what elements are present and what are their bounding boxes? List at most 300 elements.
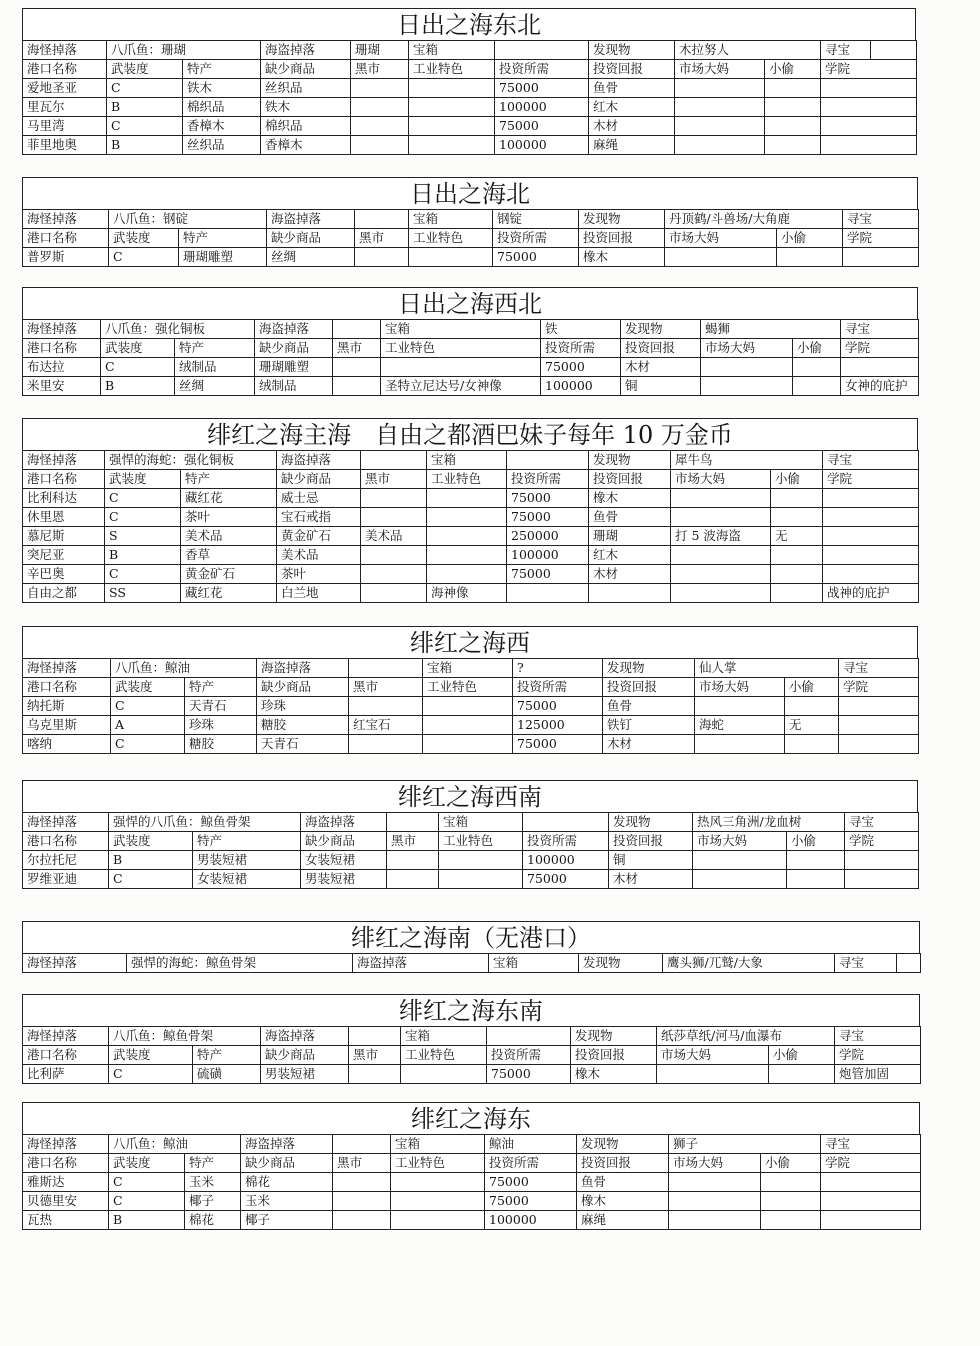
- section-title: 绯红之海东南: [22, 994, 920, 1026]
- table-row: [23, 1173, 921, 1192]
- cell: 珊瑚雕塑: [179, 248, 267, 267]
- column-header-row: [23, 1046, 921, 1065]
- cell: [361, 546, 427, 565]
- cell: [823, 527, 919, 546]
- cell: 武装度: [109, 832, 193, 851]
- cell: ?: [513, 659, 603, 678]
- cell: [427, 527, 507, 546]
- cell: 黑市: [333, 1154, 391, 1173]
- cell: [839, 716, 919, 735]
- cell: [669, 1211, 761, 1230]
- cell: 100000: [523, 851, 609, 870]
- cell: 市场大妈: [671, 470, 771, 489]
- cell: [669, 1192, 761, 1211]
- cell: [355, 248, 409, 267]
- cell: 丝绸: [267, 248, 355, 267]
- cell: 海怪掉落: [23, 813, 109, 832]
- cell: 男装短裙: [193, 851, 301, 870]
- cell: 海神像: [427, 584, 507, 603]
- cell: 武装度: [105, 470, 181, 489]
- cell: 红宝石: [349, 716, 423, 735]
- cell: 海怪掉落: [23, 451, 105, 470]
- cell: 发现物: [603, 659, 695, 678]
- cell: 特产: [175, 339, 255, 358]
- cell: 白兰地: [277, 584, 361, 603]
- region-table: [22, 1134, 921, 1230]
- region-table: [22, 40, 917, 155]
- cell: 米里安: [23, 377, 101, 396]
- region-table: [22, 1026, 921, 1084]
- cell: 海盗掉落: [277, 451, 361, 470]
- cell: 钢锭: [493, 210, 579, 229]
- section-crimson-south: [22, 921, 920, 973]
- section-crimson-southwest: [22, 780, 918, 889]
- cell: 绒制品: [255, 377, 333, 396]
- cell: [787, 851, 845, 870]
- cell: 木材: [603, 735, 695, 754]
- cell: [821, 117, 917, 136]
- cell: 75000: [495, 117, 589, 136]
- cell: 投资所需: [523, 832, 609, 851]
- cell: 木拉努人: [675, 41, 821, 60]
- cell: 绒制品: [175, 358, 255, 377]
- section-title: 日出之海北: [22, 177, 918, 209]
- cell: [671, 508, 771, 527]
- cell: 投资回报: [603, 678, 695, 697]
- cell: [669, 1173, 761, 1192]
- cell: 寻宝: [839, 659, 919, 678]
- cell: 突尼亚: [23, 546, 105, 565]
- cell: [349, 735, 423, 754]
- cell: 港口名称: [23, 60, 107, 79]
- cell: 寻宝: [835, 1027, 921, 1046]
- cell: 犀牛鸟: [671, 451, 823, 470]
- cell: 海盗掉落: [255, 320, 333, 339]
- cell: 丝绸: [175, 377, 255, 396]
- cell: 缺少商品: [261, 60, 351, 79]
- header-row: [23, 320, 919, 339]
- cell: 椰子: [241, 1211, 333, 1230]
- cell: 市场大妈: [695, 678, 785, 697]
- cell: 强悍的海蛇：鲸鱼骨架: [127, 954, 353, 973]
- cell: [487, 1027, 571, 1046]
- table-row: [23, 98, 917, 117]
- cell: 工业特色: [391, 1154, 485, 1173]
- cell: C: [109, 1192, 185, 1211]
- region-table: [22, 450, 919, 603]
- cell: 宝箱: [423, 659, 513, 678]
- cell: 学院: [839, 678, 919, 697]
- cell: 棉织品: [183, 98, 261, 117]
- cell: 普罗斯: [23, 248, 109, 267]
- cell: C: [105, 489, 181, 508]
- cell: 辛巴奥: [23, 565, 105, 584]
- cell: [391, 1211, 485, 1230]
- cell: 麻绳: [589, 136, 675, 155]
- cell: 特产: [183, 60, 261, 79]
- cell: [671, 584, 771, 603]
- cell: 海怪掉落: [23, 954, 127, 973]
- cell: 工业特色: [439, 832, 523, 851]
- cell: 橡木: [571, 1065, 657, 1084]
- cell: 仙人掌: [695, 659, 839, 678]
- section-title: 日出之海东北: [22, 8, 916, 40]
- section-sunrise-northeast: [22, 8, 916, 155]
- cell: [671, 489, 771, 508]
- cell: 小偷: [765, 60, 821, 79]
- cell: [387, 851, 439, 870]
- cell: 75000: [485, 1173, 577, 1192]
- cell: 强悍的八爪鱼：鲸鱼骨架: [109, 813, 301, 832]
- cell: C: [101, 358, 175, 377]
- cell: 黑市: [333, 339, 381, 358]
- cell: 鱼骨: [577, 1173, 669, 1192]
- cell: 马里湾: [23, 117, 107, 136]
- cell: 尔拉托尼: [23, 851, 109, 870]
- cell: 八爪鱼：强化铜板: [101, 320, 255, 339]
- cell: 寻宝: [821, 1135, 921, 1154]
- cell: 八爪鱼：鲸鱼骨架: [109, 1027, 261, 1046]
- cell: 宝箱: [427, 451, 507, 470]
- table-row: [23, 489, 919, 508]
- cell: [495, 41, 589, 60]
- cell: 投资所需: [541, 339, 621, 358]
- cell: 黑市: [351, 60, 409, 79]
- cell: 寻宝: [843, 210, 919, 229]
- cell: [765, 79, 821, 98]
- cell: [361, 508, 427, 527]
- cell: 珊瑚雕塑: [255, 358, 333, 377]
- table-row: [23, 117, 917, 136]
- cell: [423, 697, 513, 716]
- cell: 小偷: [769, 1046, 835, 1065]
- cell: [821, 79, 917, 98]
- table-row: [23, 136, 917, 155]
- cell: 威士忌: [277, 489, 361, 508]
- header-row: [23, 954, 921, 973]
- cell: 珊瑚: [351, 41, 409, 60]
- cell: 75000: [485, 1192, 577, 1211]
- cell: 无: [785, 716, 839, 735]
- cell: [701, 377, 793, 396]
- table-row: [23, 358, 919, 377]
- cell: 休里恩: [23, 508, 105, 527]
- cell: 海蛇: [695, 716, 785, 735]
- cell: [785, 697, 839, 716]
- cell: 八爪鱼：鲸油: [109, 1135, 241, 1154]
- cell: 狮子: [669, 1135, 821, 1154]
- cell: [507, 584, 589, 603]
- table-row: [23, 79, 917, 98]
- header-row: [23, 1135, 921, 1154]
- cell: 75000: [507, 508, 589, 527]
- cell: 珊瑚: [589, 527, 671, 546]
- table-row: [23, 546, 919, 565]
- cell: 布达拉: [23, 358, 101, 377]
- cell: [769, 1065, 835, 1084]
- cell: [771, 584, 823, 603]
- cell: B: [101, 377, 175, 396]
- cell: C: [111, 697, 185, 716]
- cell: 100000: [485, 1211, 577, 1230]
- cell: C: [109, 870, 193, 889]
- cell: [821, 1192, 921, 1211]
- cell: 橡木: [577, 1192, 669, 1211]
- cell: [845, 870, 919, 889]
- cell: 棉花: [185, 1211, 241, 1230]
- cell: [349, 1065, 401, 1084]
- cell: 海盗掉落: [257, 659, 349, 678]
- cell: [391, 1173, 485, 1192]
- cell: 黑市: [349, 1046, 401, 1065]
- cell: B: [105, 546, 181, 565]
- cell: 港口名称: [23, 229, 109, 248]
- cell: 港口名称: [23, 1046, 109, 1065]
- cell: 强悍的海蛇：强化铜板: [105, 451, 277, 470]
- cell: 海怪掉落: [23, 659, 111, 678]
- cell: 纸莎草纸/河马/血瀑布: [657, 1027, 835, 1046]
- region-table: [22, 319, 919, 396]
- cell: [401, 1065, 487, 1084]
- cell: 武装度: [107, 60, 183, 79]
- cell: [361, 451, 427, 470]
- cell: 75000: [495, 79, 589, 98]
- header-row: [23, 210, 919, 229]
- cell: [427, 565, 507, 584]
- cell: 学院: [835, 1046, 921, 1065]
- cell: [665, 248, 777, 267]
- cell: 市场大妈: [657, 1046, 769, 1065]
- cell: 天青石: [257, 735, 349, 754]
- cell: 丹顶鹤/斗兽场/大角鹿: [665, 210, 843, 229]
- section-title: 绯红之海南（无港口）: [22, 921, 920, 953]
- cell: 自由之都: [23, 584, 105, 603]
- cell: 宝石戒指: [277, 508, 361, 527]
- cell: 港口名称: [23, 470, 105, 489]
- cell: 投资回报: [571, 1046, 657, 1065]
- cell: 乌克里斯: [23, 716, 111, 735]
- cell: 珍珠: [257, 697, 349, 716]
- cell: [821, 1173, 921, 1192]
- cell: 八爪鱼：钢碇: [109, 210, 267, 229]
- cell: 铜: [609, 851, 693, 870]
- cell: 学院: [821, 1154, 921, 1173]
- cell: 小偷: [771, 470, 823, 489]
- cell: 贝德里安: [23, 1192, 109, 1211]
- cell: 投资回报: [621, 339, 701, 358]
- cell: 战神的庇护: [823, 584, 919, 603]
- cell: [701, 358, 793, 377]
- cell: [391, 1192, 485, 1211]
- section-crimson-southeast: [22, 994, 920, 1084]
- cell: [427, 546, 507, 565]
- cell: 投资回报: [577, 1154, 669, 1173]
- cell: 糖胶: [257, 716, 349, 735]
- cell: S: [105, 527, 181, 546]
- cell: 250000: [507, 527, 589, 546]
- cell: 海盗掉落: [261, 1027, 349, 1046]
- cell: [845, 851, 919, 870]
- cell: 武装度: [109, 1154, 185, 1173]
- cell: [823, 546, 919, 565]
- cell: [823, 489, 919, 508]
- cell: [771, 546, 823, 565]
- cell: [761, 1211, 821, 1230]
- cell: [771, 565, 823, 584]
- cell: 美术品: [277, 546, 361, 565]
- cell: 发现物: [621, 320, 701, 339]
- cell: 学院: [823, 470, 919, 489]
- cell: 天青石: [185, 697, 257, 716]
- cell: 投资所需: [493, 229, 579, 248]
- cell: 鹰头狮/兀鹫/大象: [663, 954, 835, 973]
- cell: C: [105, 508, 181, 527]
- cell: 投资所需: [507, 470, 589, 489]
- cell: 海怪掉落: [23, 1135, 109, 1154]
- cell: [897, 954, 921, 973]
- cell: 瓦热: [23, 1211, 109, 1230]
- table-row: [23, 508, 919, 527]
- cell: 特产: [185, 678, 257, 697]
- cell: [409, 117, 495, 136]
- cell: [675, 136, 765, 155]
- cell: 八爪鱼：珊瑚: [107, 41, 261, 60]
- cell: [839, 735, 919, 754]
- cell: 100000: [541, 377, 621, 396]
- cell: [761, 1192, 821, 1211]
- cell: 缺少商品: [241, 1154, 333, 1173]
- cell: 工业特色: [423, 678, 513, 697]
- cell: 慕尼斯: [23, 527, 105, 546]
- cell: C: [107, 117, 183, 136]
- cell: [671, 546, 771, 565]
- cell: 鱼骨: [589, 79, 675, 98]
- cell: C: [109, 1173, 185, 1192]
- cell: 学院: [845, 832, 919, 851]
- section-title: 绯红之海西南: [22, 780, 918, 812]
- cell: 宝箱: [439, 813, 523, 832]
- cell: [333, 1192, 391, 1211]
- cell: 铁: [541, 320, 621, 339]
- cell: [409, 98, 495, 117]
- cell: 武装度: [109, 1046, 193, 1065]
- column-header-row: [23, 229, 919, 248]
- cell: 特产: [181, 470, 277, 489]
- cell: 寻宝: [835, 954, 897, 973]
- cell: 爱地圣亚: [23, 79, 107, 98]
- cell: 鲸油: [485, 1135, 577, 1154]
- column-header-row: [23, 470, 919, 489]
- cell: 市场大妈: [701, 339, 793, 358]
- cell: 学院: [843, 229, 919, 248]
- cell: 喀纳: [23, 735, 111, 754]
- cell: [785, 735, 839, 754]
- cell: [787, 870, 845, 889]
- cell: 无: [771, 527, 823, 546]
- region-table: [22, 658, 919, 754]
- cell: 罗维亚迪: [23, 870, 109, 889]
- cell: [821, 136, 917, 155]
- cell: 小偷: [785, 678, 839, 697]
- cell: 木材: [589, 565, 671, 584]
- cell: 海盗掉落: [241, 1135, 333, 1154]
- cell: [351, 98, 409, 117]
- cell: 市场大妈: [669, 1154, 761, 1173]
- cell: 寻宝: [845, 813, 919, 832]
- cell: 美术品: [181, 527, 277, 546]
- cell: 硫磺: [193, 1065, 261, 1084]
- column-header-row: [23, 339, 919, 358]
- cell: 市场大妈: [665, 229, 777, 248]
- table-row: [23, 735, 919, 754]
- cell: 投资回报: [609, 832, 693, 851]
- cell: 工业特色: [427, 470, 507, 489]
- cell: [823, 565, 919, 584]
- cell: 橡木: [589, 489, 671, 508]
- cell: [793, 377, 841, 396]
- cell: 炮管加固: [835, 1065, 921, 1084]
- cell: 打 5 波海盗: [671, 527, 771, 546]
- cell: 特产: [179, 229, 267, 248]
- table-row: [23, 527, 919, 546]
- cell: 特产: [193, 1046, 261, 1065]
- section-sunrise-north: [22, 177, 918, 267]
- cell: [657, 1065, 769, 1084]
- cell: 学院: [821, 60, 917, 79]
- table-row: [23, 1211, 921, 1230]
- cell: 工业特色: [409, 229, 493, 248]
- section-crimson-west: [22, 626, 918, 754]
- cell: [675, 117, 765, 136]
- cell: [439, 870, 523, 889]
- cell: [843, 248, 919, 267]
- cell: 圣特立尼达号/女神像: [381, 377, 541, 396]
- table-row: [23, 377, 919, 396]
- cell: [349, 1027, 401, 1046]
- cell: 港口名称: [23, 1154, 109, 1173]
- cell: 香樟木: [261, 136, 351, 155]
- cell: 茶叶: [181, 508, 277, 527]
- cell: 75000: [513, 697, 603, 716]
- cell: B: [109, 851, 193, 870]
- cell: 铁钉: [603, 716, 695, 735]
- cell: [351, 79, 409, 98]
- cell: 宝箱: [391, 1135, 485, 1154]
- cell: 武装度: [111, 678, 185, 697]
- section-title: 日出之海西北: [22, 287, 918, 319]
- cell: 女神的庇护: [841, 377, 919, 396]
- cell: [423, 735, 513, 754]
- cell: 黑市: [355, 229, 409, 248]
- column-header-row: [23, 1154, 921, 1173]
- cell: 美术品: [361, 527, 427, 546]
- cell: 缺少商品: [255, 339, 333, 358]
- cell: 投资回报: [579, 229, 665, 248]
- cell: 红木: [589, 546, 671, 565]
- cell: 八爪鱼：鲸油: [111, 659, 257, 678]
- cell: 藏红花: [181, 489, 277, 508]
- cell: 投资所需: [495, 60, 589, 79]
- cell: 75000: [523, 870, 609, 889]
- cell: [427, 489, 507, 508]
- cell: 100000: [495, 136, 589, 155]
- cell: 海盗掉落: [261, 41, 351, 60]
- cell: 海盗掉落: [301, 813, 387, 832]
- cell: [841, 358, 919, 377]
- cell: 100000: [507, 546, 589, 565]
- cell: 黑市: [349, 678, 423, 697]
- cell: 投资所需: [513, 678, 603, 697]
